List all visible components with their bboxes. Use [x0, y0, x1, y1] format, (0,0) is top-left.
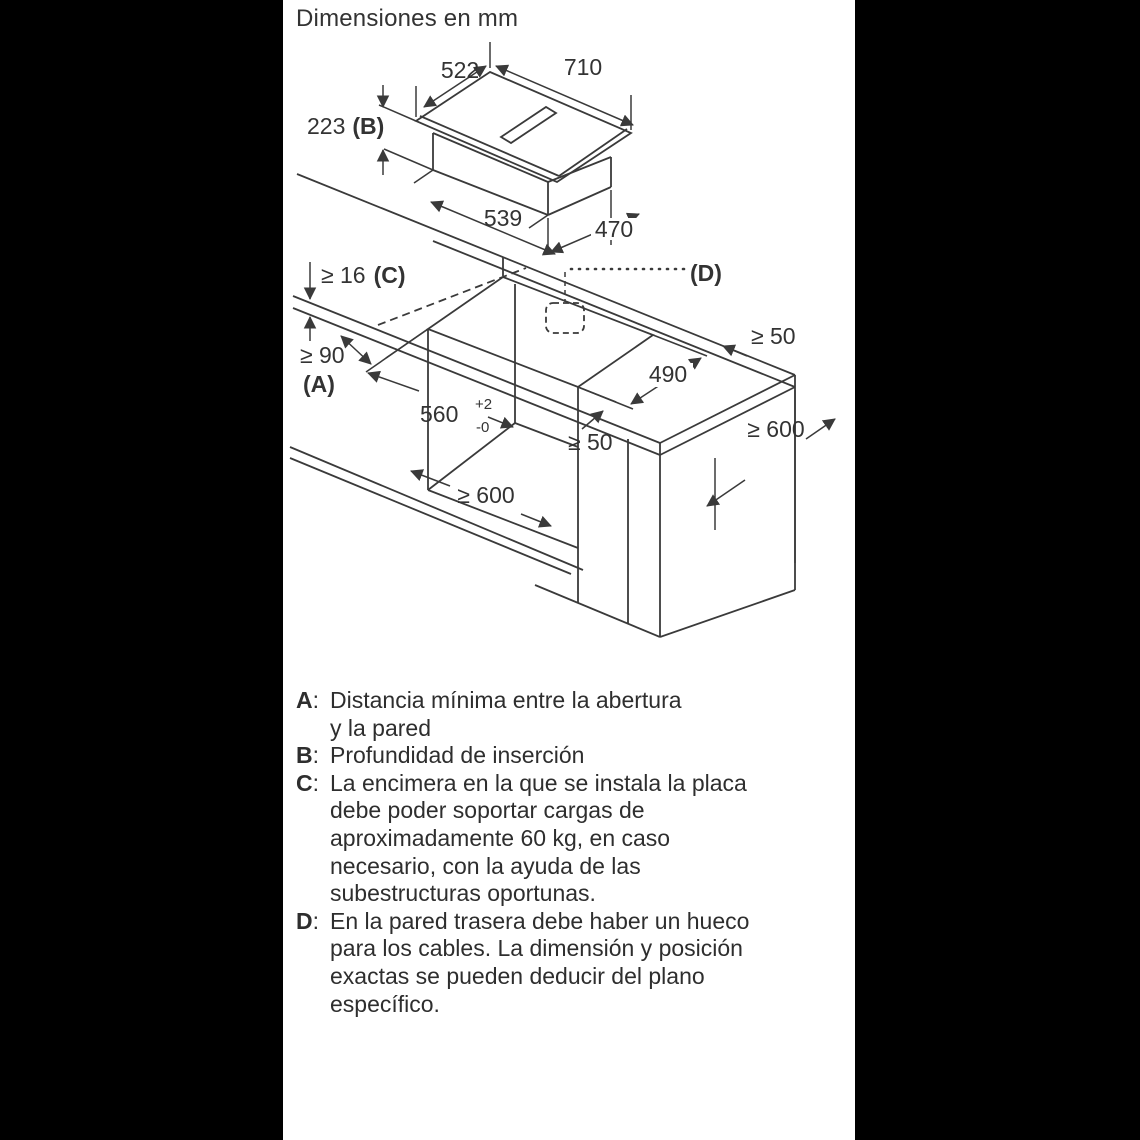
legend — [296, 687, 771, 1018]
dim-cutout-width-label: 560 — [420, 401, 459, 427]
dim-top-width-label: 522 — [440, 57, 480, 83]
legend-key: B: — [296, 742, 320, 769]
cable-hole — [546, 303, 584, 333]
vent-slot — [501, 107, 556, 143]
legend-key: A: — [296, 687, 320, 713]
dim-front-clearance-label: ≥ 50 — [568, 429, 613, 455]
dim-cutout-depth-label: 490 — [648, 361, 688, 387]
legend-text: La encimera en la que se instala la placa debe poder soportar cargas de aproximadamente 60 kg, en caso necesario, con la ayuda de las subestructuras oportunas. — [330, 769, 747, 907]
cabinet-dimensions — [310, 262, 835, 563]
dim-top-length-label: 710 — [563, 54, 603, 80]
page-title: Dimensiones en mm — [296, 5, 519, 32]
dim-wall-distance-key-label: (A) — [303, 371, 335, 397]
legend-item-A — [296, 687, 771, 742]
legend-text: Distancia mínima entre la abertura y la pared — [330, 687, 682, 741]
legend-item-C — [296, 770, 771, 908]
legend-text: Profundidad de inserción — [330, 742, 585, 769]
installation-diagram — [283, 0, 855, 686]
dim-cutout-width-tol-plus: +2 — [475, 396, 493, 413]
legend-key: D: — [296, 907, 320, 934]
dim-worktop-depth-label: ≥ 600 — [747, 416, 805, 442]
worktop-cutout — [428, 277, 653, 387]
legend-text: En la pared trasera debe haber un hueco para los cables. La dimensión y posición exactas se pueden deducir del plano específico. — [330, 907, 750, 1017]
hob-drawing — [416, 72, 631, 215]
legend-key: C: — [296, 769, 320, 796]
legend-item-B — [296, 742, 771, 770]
dim-wall-distance-label: ≥ 90 — [300, 342, 345, 368]
dim-rear-clearance-label: ≥ 50 — [751, 323, 796, 349]
legend-item-D — [296, 908, 771, 1018]
cabinet-drawing — [290, 174, 795, 637]
dim-cabinet-width-label: ≥ 600 — [457, 482, 515, 508]
dim-insertion-depth-label: 223 (B) — [307, 113, 385, 139]
document-page — [283, 0, 855, 1140]
dim-bottom-length-label: 470 — [594, 216, 634, 242]
dim-cutout-width-tol-minus: -0 — [476, 419, 490, 436]
dim-bottom-width-label: 539 — [483, 205, 523, 231]
dim-worktop-thickness-label: ≥ 16 (C) — [321, 262, 406, 288]
cable-hole-key-label: (D) — [690, 260, 722, 286]
hob-top-surface — [416, 72, 631, 182]
